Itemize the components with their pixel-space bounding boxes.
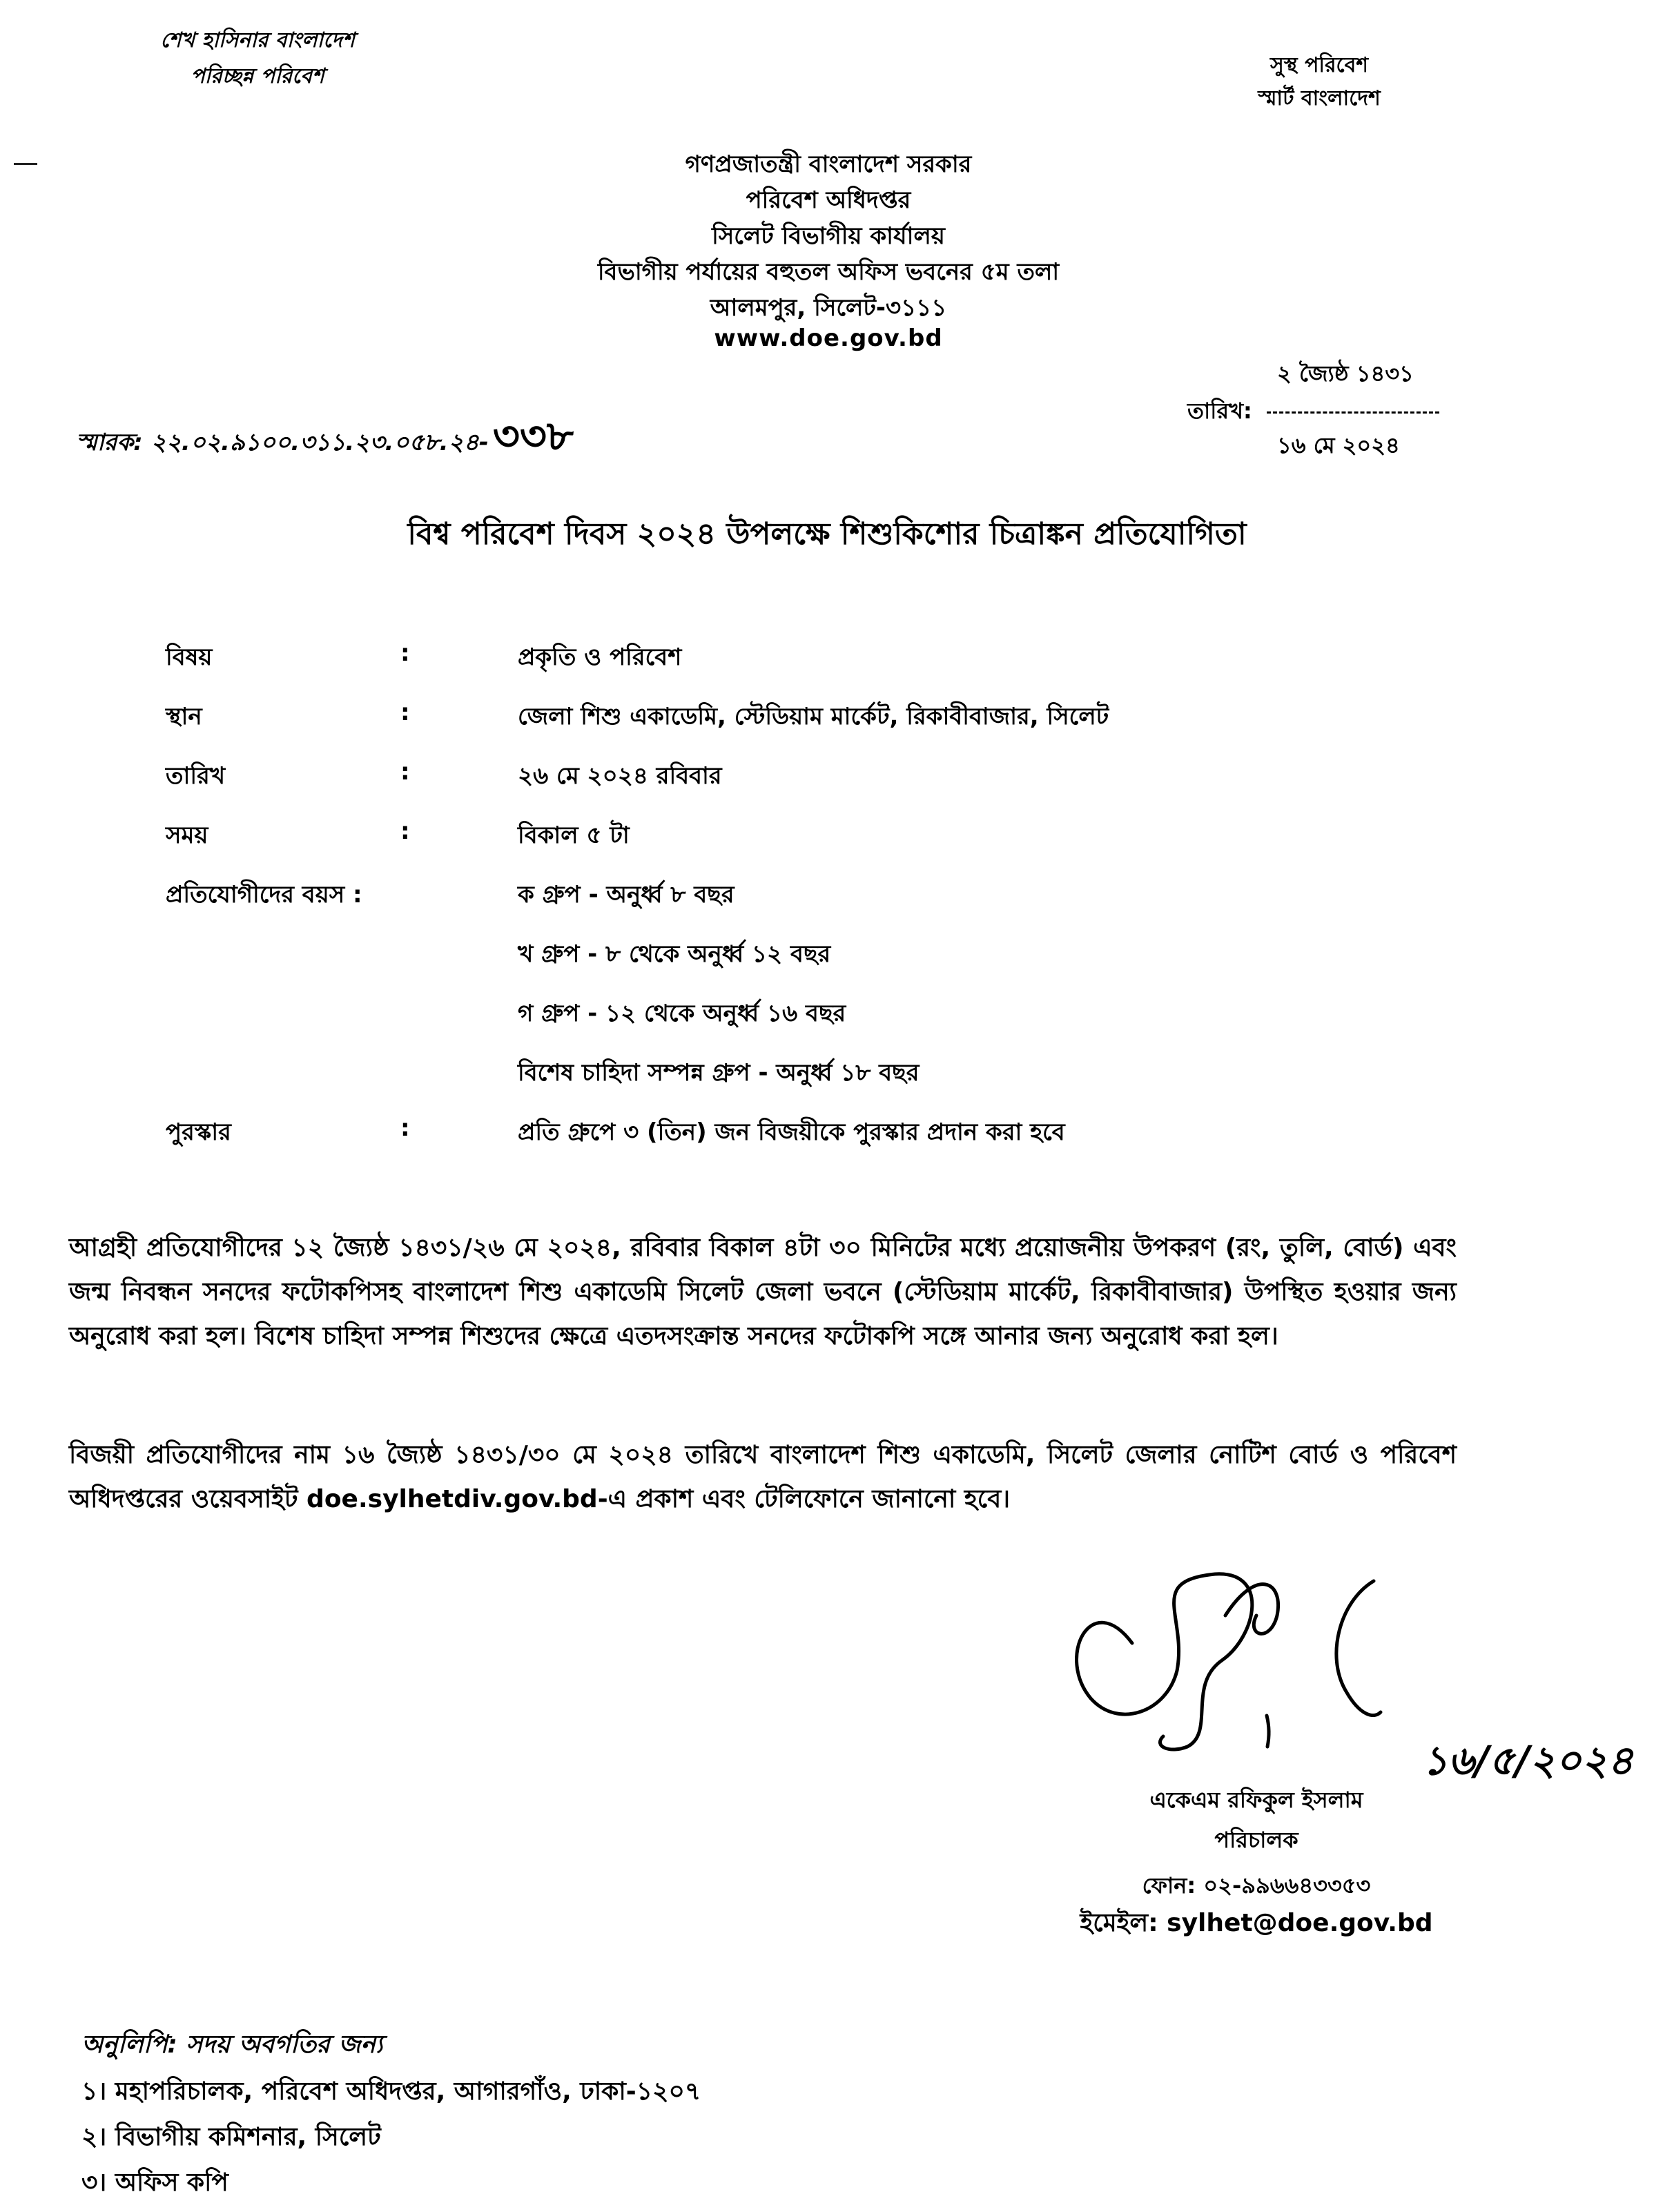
detail-label: বিষয় (166, 643, 213, 671)
header-government: গণপ্রজাতন্ত্রী বাংলাদেশ সরকার (685, 151, 972, 178)
notice-title: বিশ্ব পরিবেশ দিবস ২০২৪ উপলক্ষে শিশুকিশোর চিত্রাঙ্কন প্রতিযোগিতা (407, 516, 1247, 552)
date-label-row (1187, 394, 1463, 431)
detail-label: স্থান (166, 703, 202, 730)
signatory-email: ইমেইল: sylhet@doe.gov.bd (1080, 1909, 1433, 1937)
detail-label: পুরস্কার (166, 1118, 231, 1146)
slogan-left-line1: শেখ হাসিনার বাংলাদেশ (160, 28, 355, 52)
detail-label: তারিখ (166, 762, 226, 790)
detail-colon: : (400, 1114, 410, 1142)
date-label: তারিখ: (1187, 398, 1252, 424)
copies-title: অনুলিপি: সদয় অবগতির জন্য (81, 2030, 383, 2059)
detail-value: খ গ্রুপ - ৮ থেকে অনুর্ধ্ব ১২ বছর (518, 940, 831, 968)
header-address: আলমপুর, সিলেট-৩১১১ (710, 294, 947, 322)
detail-colon: : (400, 699, 410, 726)
detail-value: ২৬ মে ২০২৪ রবিবার (518, 762, 722, 790)
detail-value: ক গ্রুপ - অনুর্ধ্ব ৮ বছর (518, 881, 734, 909)
detail-value: জেলা শিশু একাডেমি, স্টেডিয়াম মার্কেট, রিকাবীবাজার, সিলেট (518, 703, 1109, 730)
detail-label: প্রতিযোগীদের বয়স : (166, 881, 362, 909)
date-divider (1267, 411, 1439, 414)
signatory-phone: ফোন: ০২-৯৯৬৬৪৩৩৫৩ (1142, 1872, 1371, 1899)
header-department: পরিবেশ অধিদপ্তর (746, 186, 911, 214)
detail-value: গ গ্রুপ - ১২ থেকে অনুর্ধ্ব ১৬ বছর (518, 1000, 846, 1027)
header-building: বিভাগীয় পর্যায়ের বহুতল অফিস ভবনের ৫ম তলা (597, 258, 1060, 286)
signature-date: ১৬/৫/২০২৪ (1422, 1737, 1634, 1784)
result-paragraph: বিজয়ী প্রতিযোগীদের নাম ১৬ জ্যৈষ্ঠ ১৪৩১/৩০ মে ২০২৪ তারিখে বাংলাদেশ শিশু একাডেমি, সিলেট জেলার নোটিশ বোর্ড ও পরিবেশ অধিদপ্তরের ওয়েবসাইট doe.sylhetdiv.gov.bd-এ প্রকাশ এবং টেলিফোনে জানানো হবে। (69, 1441, 1457, 1513)
detail-value: বিকাল ৫ টা (518, 822, 630, 849)
copy-item: ১। মহাপরিচালক, পরিবেশ অধিদপ্তর, আগারগাঁও, ঢাকা-১২০৭ (81, 2077, 701, 2106)
slogan-left-line2: পরিচ্ছন্ন পরিবেশ (191, 64, 324, 88)
signatory-designation: পরিচালক (1214, 1827, 1298, 1853)
detail-colon: : (400, 817, 410, 845)
detail-value: প্রতি গ্রুপে ৩ (তিন) জন বিজয়ীকে পুরস্কার প্রদান করা হবে (518, 1118, 1065, 1146)
signature-scribble (1049, 1540, 1477, 1767)
copy-item: ৩। অফিস কপি (81, 2169, 228, 2197)
detail-value: প্রকৃতি ও পরিবেশ (518, 643, 682, 671)
slogan-right-line2: স্মার্ট বাংলাদেশ (1258, 86, 1381, 110)
slogan-right-line1: সুস্থ পরিবেশ (1269, 53, 1369, 77)
detail-colon: : (400, 758, 410, 786)
copy-item: ২। বিভাগীয় কমিশনার, সিলেট (81, 2123, 381, 2151)
detail-colon: : (400, 639, 410, 667)
date-bangla: ২ জ্যৈষ্ঠ ১৪৩১ (1277, 360, 1414, 387)
detail-label: সময় (166, 822, 208, 849)
header-office: সিলেট বিভাগীয় কার্যালয় (712, 222, 945, 250)
detail-value: বিশেষ চাহিদা সম্পন্ন গ্রুপ - অনুর্ধ্ব ১৮ বছর (518, 1059, 920, 1087)
signatory-name: একেএম রফিকুল ইসলাম (1149, 1787, 1363, 1813)
memo-number: ৩৩৮ (492, 412, 574, 460)
instruction-paragraph: আগ্রহী প্রতিযোগীদের ১২ জ্যৈষ্ঠ ১৪৩১/২৬ মে ২০২৪, রবিবার বিকাল ৪টা ৩০ মিনিটের মধ্যে প্রয়োজনীয় উপকরণ (রং, তুলি, বোর্ড) এবং জন্ম নিবন্ধন সনদের ফটোকপিসহ বাংলাদেশ শিশু একাডেমি সিলেট জেলা ভবনে (স্টেডিয়াম মার্কেট, রিকাবীবাজার) উপস্থিত হওয়ার জন্য অনুরোধ করা হল। বিশেষ চাহিদা সম্পন্ন শিশুদের ক্ষেত্রে এতদসংক্রান্ত সনদের ফটোকপি সঙ্গে আনার জন্য অনুরোধ করা হল। (69, 1234, 1457, 1350)
memo-reference (76, 405, 574, 474)
header-website: www.doe.gov.bd (714, 324, 943, 352)
date-english: ১৬ মে ২০২৪ (1277, 432, 1400, 458)
memo-prefix: স্মারক: ২২.০২.৯১০০.৩১১.২৩.০৫৮.২৪- (76, 429, 489, 456)
margin-mark (14, 163, 37, 165)
